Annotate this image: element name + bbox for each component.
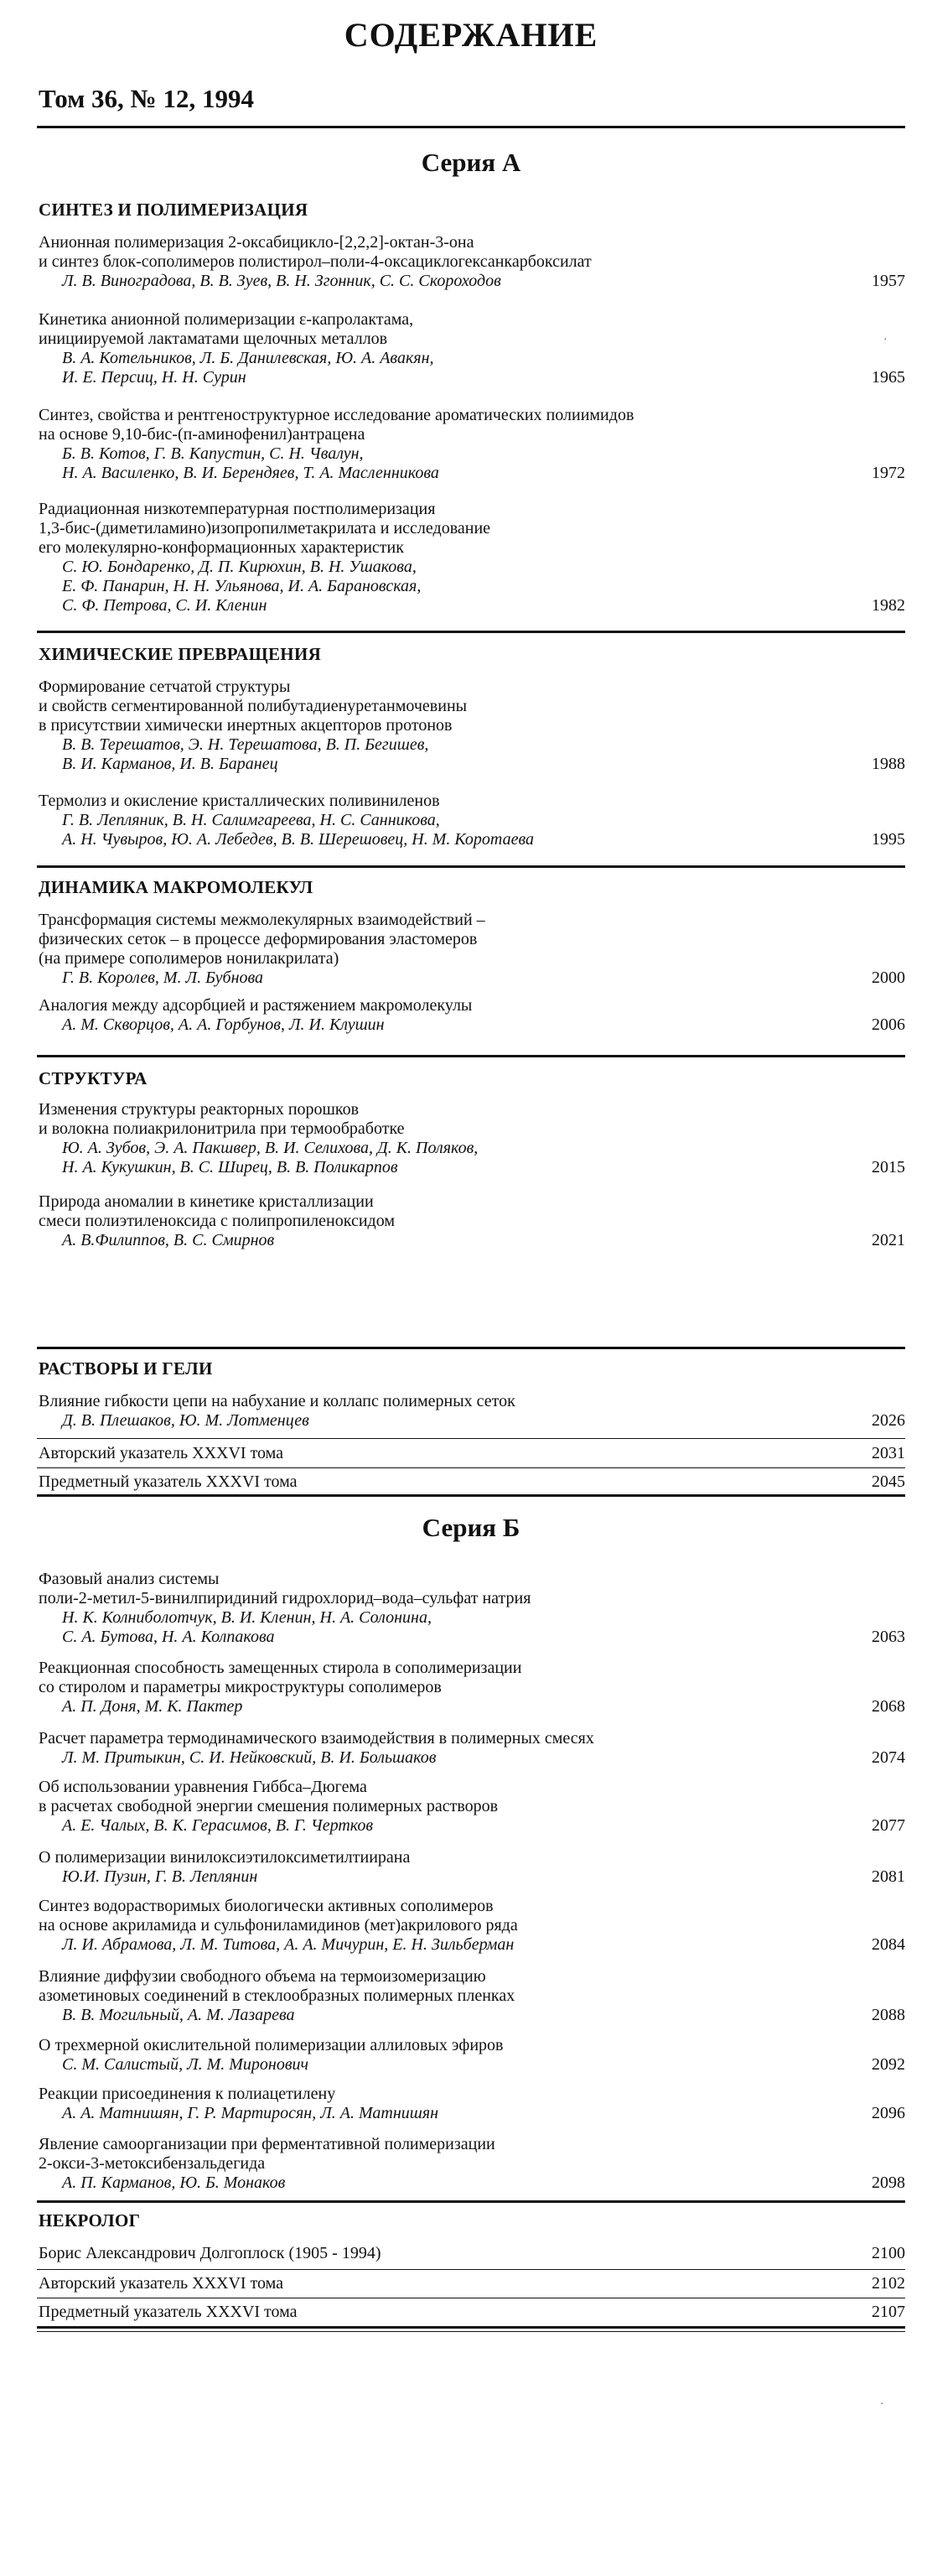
entry-page: 2000 — [872, 969, 905, 987]
series-a-title: Серия А — [421, 148, 521, 177]
divider — [37, 2269, 905, 2270]
divider — [37, 631, 905, 633]
entry-page: 1965 — [872, 368, 905, 387]
entry-page: 2031 — [872, 1444, 905, 1462]
toc-entry[interactable] — [37, 2303, 905, 2321]
entry-title: Трансформация системы межмолекулярных взаимодействий – физических сеток – в процессе деформирования эластомеров (на примере сополимеров нонилакрилата) — [39, 911, 485, 968]
entry-authors: Г. В. Лепляник, В. Н. Салимгареева, Н. С. Санникова, А. Н. Чувыров, Ю. А. Лебедев, В. В. Шерешовец, Н. М. Коротаева — [62, 811, 535, 849]
toc-entry[interactable] — [37, 500, 905, 615]
entry-title: Предметный указатель XXXVI тома — [39, 2303, 298, 2321]
entry-title: Предметный указатель XXXVI тома — [39, 1472, 298, 1491]
toc-entry[interactable] — [37, 996, 905, 1035]
entry-title: Борис Александрович Долгоплоск (1905 - 1994) — [39, 2244, 381, 2262]
entry-title: Синтез водорастворимых биологически активных сополимеров на основе акриламида и сульфониламидинов (мет)акрилового ряда — [39, 1897, 518, 1935]
divider — [37, 865, 905, 868]
entry-title: Авторский указатель XXXVI тома — [39, 2274, 284, 2293]
entry-authors: А. П. Доня, М. К. Пактер — [62, 1697, 243, 1716]
entry-title: О трехмерной окислительной полимеризации аллиловых эфиров — [39, 2036, 504, 2054]
toc-entry[interactable] — [37, 1659, 905, 1716]
divider — [37, 1467, 905, 1468]
entry-authors: С. Ю. Бондаренко, Д. П. Кирюхин, В. Н. Ушакова, Е. Ф. Панарин, Н. Н. Ульянова, И. А. Барановская, С. Ф. Петрова, С. И. Кленин — [62, 558, 422, 615]
divider — [37, 1055, 905, 1057]
entry-authors: В. А. Котельников, Л. Б. Данилевская, Ю. А. Авакян, И. Е. Персиц, Н. Н. Сурин — [62, 349, 434, 387]
entry-page: 2092 — [872, 2055, 905, 2074]
entry-page: 2026 — [872, 1411, 905, 1430]
entry-title: Фазовый анализ системы поли-2-метил-5-винилпиридиний гидрохлорид–вода–сульфат натрия — [39, 1570, 531, 1607]
entry-title: Термолиз и окисление кристаллических поливиниленов — [39, 792, 440, 810]
entry-title: Авторский указатель XXXVI тома — [39, 1444, 284, 1462]
entry-authors: Ю. А. Зубов, Э. А. Пакшвер, В. И. Селихова, Д. К. Поляков, Н. А. Кукушкин, В. С. Ширец, В. В. Поликарпов — [62, 1139, 479, 1176]
toc-entry[interactable] — [37, 1472, 905, 1491]
entry-page: 2063 — [872, 1628, 905, 1646]
toc-entry[interactable] — [37, 1848, 905, 1887]
entry-page: 1988 — [872, 755, 905, 773]
entry-title: Расчет параметра термодинамического взаимодействия в полимерных смесях — [39, 1729, 594, 1748]
entry-title: Формирование сетчатой структуры и свойств сегментированной полибутадиенуретанмочевины в присутствии химически инертных акцепторов протонов — [39, 678, 468, 735]
entry-authors: А. П. Карманов, Ю. Б. Монаков — [62, 2174, 286, 2192]
entry-authors: В. В. Могильный, А. М. Лазарева — [62, 2006, 295, 2024]
divider — [37, 2326, 905, 2329]
entry-page: 2096 — [872, 2104, 905, 2122]
toc-entry[interactable] — [37, 1192, 905, 1250]
section-title: ХИМИЧЕСКИЕ ПРЕВРАЩЕНИЯ — [39, 644, 322, 664]
entry-authors: Б. В. Котов, Г. В. Капустин, С. Н. Чвалун, Н. А. Василенко, В. И. Берендяев, Т. А. Масленникова — [62, 444, 439, 482]
toc-entry[interactable] — [37, 233, 905, 291]
entry-title: Кинетика анионной полимеризации ε-капролактама, инициируемой лактаматами щелочных металлов — [39, 310, 414, 348]
entry-page: 2084 — [872, 1935, 905, 1954]
scan-speck: · — [880, 2398, 884, 2411]
entry-page: 1995 — [872, 830, 905, 849]
toc-entry[interactable] — [37, 911, 905, 988]
toc-entry[interactable] — [37, 1778, 905, 1836]
toc-entry[interactable] — [37, 2135, 905, 2193]
entry-title: Реакции присоединения к полиацетилену — [39, 2085, 336, 2103]
toc-entry[interactable] — [37, 1897, 905, 1955]
section-title: РАСТВОРЫ И ГЕЛИ — [39, 1358, 213, 1379]
entry-authors: Ю.И. Пузин, Г. В. Леплянин — [62, 1867, 258, 1886]
entry-authors: Л. М. Притыкин, С. И. Нейковский, В. И. Большаков — [62, 1748, 437, 1767]
entry-title: Влияние гибкости цепи на набухание и коллапс полимерных сеток — [39, 1392, 515, 1410]
toc-entry[interactable] — [37, 1729, 905, 1768]
entry-title: Синтез, свойства и рентгеноструктурное исследование ароматических полиимидов на основе 9,10-бис-(п-аминофенил)антрацена — [39, 406, 634, 444]
entry-title: Анионная полимеризация 2-оксабицикло-[2,2,2]-октан-3-она и синтез блок-сополимеров полистирол–поли-4-оксациклогексанкарбоксилат — [39, 233, 592, 271]
toc-entry[interactable] — [37, 310, 905, 387]
table-of-contents-page — [37, 0, 905, 2576]
divider — [37, 2200, 905, 2203]
series-b-title: Серия Б — [422, 1513, 520, 1542]
entry-page: 2068 — [872, 1697, 905, 1716]
entry-page: 2021 — [872, 1231, 905, 1249]
entry-page: 1972 — [872, 464, 905, 482]
scan-speck: · — [883, 334, 888, 346]
entry-title: О полимеризации винилоксиэтилоксиметилтиирана — [39, 1848, 411, 1867]
entry-page: 2045 — [872, 1472, 905, 1491]
toc-entry[interactable] — [37, 2085, 905, 2123]
entry-authors: Г. В. Королев, М. Л. Бубнова — [62, 969, 264, 987]
toc-entry[interactable] — [37, 2244, 905, 2262]
entry-title: Радиационная низкотемпературная постполимеризация 1,3-бис-(диметиламино)изопропилметакрилата и исследование его молекулярно-конформационных характеристик — [39, 500, 491, 557]
entry-authors: Н. К. Колнибoлотчук, В. И. Кленин, Н. А. Солонина, С. А. Бутова, Н. А. Колпакова — [62, 1608, 432, 1646]
entry-page: 1982 — [872, 596, 905, 615]
entry-page: 2100 — [872, 2244, 905, 2262]
divider — [37, 1347, 905, 1349]
entry-authors: А. Е. Чалых, В. К. Герасимов, В. Г. Чертков — [62, 1816, 374, 1835]
toc-entry[interactable] — [37, 1444, 905, 1462]
divider — [37, 2331, 905, 2332]
toc-entry[interactable] — [37, 2274, 905, 2293]
entry-authors: А. А. Матнишян, Г. Р. Мартиросян, Л. А. Матнишян — [62, 2104, 439, 2122]
entry-authors: Л. В. Виноградова, В. В. Зуев, В. Н. Згонник, С. С. Скороходов — [62, 272, 501, 290]
section-title: СТРУКТУРА — [39, 1068, 148, 1088]
toc-entry[interactable] — [37, 1392, 905, 1431]
toc-entry[interactable] — [37, 678, 905, 774]
divider — [37, 1438, 905, 1439]
toc-entry[interactable] — [37, 2036, 905, 2075]
divider — [37, 126, 905, 128]
issue-label: Том 36, № 12, 1994 — [39, 84, 254, 113]
entry-page: 2107 — [872, 2303, 905, 2321]
entry-title: Влияние диффузии свободного объема на термоизомеризацию азометиновых соединений в стеклообразных полимерных пленках — [39, 1967, 515, 2005]
toc-entry[interactable] — [37, 1100, 905, 1177]
entry-page: 2088 — [872, 2006, 905, 2024]
divider — [37, 1494, 905, 1497]
entry-authors: А. М. Скворцов, А. А. Горбунов, Л. И. Клушин — [62, 1015, 385, 1034]
entry-page: 2102 — [872, 2274, 905, 2293]
entry-page: 2081 — [872, 1867, 905, 1886]
entry-authors: В. В. Терешатов, Э. Н. Терешатова, В. П. Бегишев, В. И. Карманов, И. В. Баранец — [62, 735, 429, 773]
entry-page: 2098 — [872, 2174, 905, 2192]
section-title: НЕКРОЛОГ — [39, 2210, 141, 2231]
entry-title: Реакционная способность замещенных стирола в сополимеризации со стиролом и параметры микроструктуры сополимеров — [39, 1659, 522, 1696]
toc-entry[interactable] — [37, 406, 905, 483]
entry-page: 2015 — [872, 1158, 905, 1176]
page-title: СОДЕРЖАНИЕ — [344, 16, 598, 54]
toc-entry[interactable] — [37, 792, 905, 849]
entry-title: Явление самоорганизации при ферментативной полимеризации 2-окси-3-метоксибензальдегида — [39, 2135, 495, 2173]
entry-title: Аналогия между адсорбцией и растяжением макромолекулы — [39, 996, 473, 1015]
entry-title: Изменения структуры реакторных порошков и волокна полиакрилонитрила при термообработке — [39, 1100, 405, 1138]
entry-authors: Л. И. Абрамова, Л. М. Титова, А. А. Мичурин, Е. Н. Зильберман — [62, 1935, 515, 1954]
entry-title: Природа аномалии в кинетике кристаллизации смеси полиэтиленоксида с полипропиленоксидом — [39, 1192, 395, 1230]
section-title: ДИНАМИКА МАКРОМОЛЕКУЛ — [39, 877, 313, 897]
entry-authors: С. М. Салистый, Л. М. Миронович — [62, 2055, 309, 2074]
entry-page: 2074 — [872, 1748, 905, 1767]
section-title: СИНТЕЗ И ПОЛИМЕРИЗАЦИЯ — [39, 200, 308, 220]
toc-entry[interactable] — [37, 1967, 905, 2025]
entry-authors: Д. В. Плешаков, Ю. М. Лотменцев — [62, 1411, 309, 1430]
entry-title: Об использовании уравнения Гиббса–Дюгема в расчетах свободной энергии смешения полимерных растворов — [39, 1778, 499, 1815]
toc-entry[interactable] — [37, 1570, 905, 1647]
entry-page: 1957 — [872, 272, 905, 290]
entry-authors: А. В.Филиппов, В. С. Смирнов — [62, 1231, 275, 1249]
entry-page: 2006 — [872, 1015, 905, 1034]
entry-page: 2077 — [872, 1816, 905, 1835]
